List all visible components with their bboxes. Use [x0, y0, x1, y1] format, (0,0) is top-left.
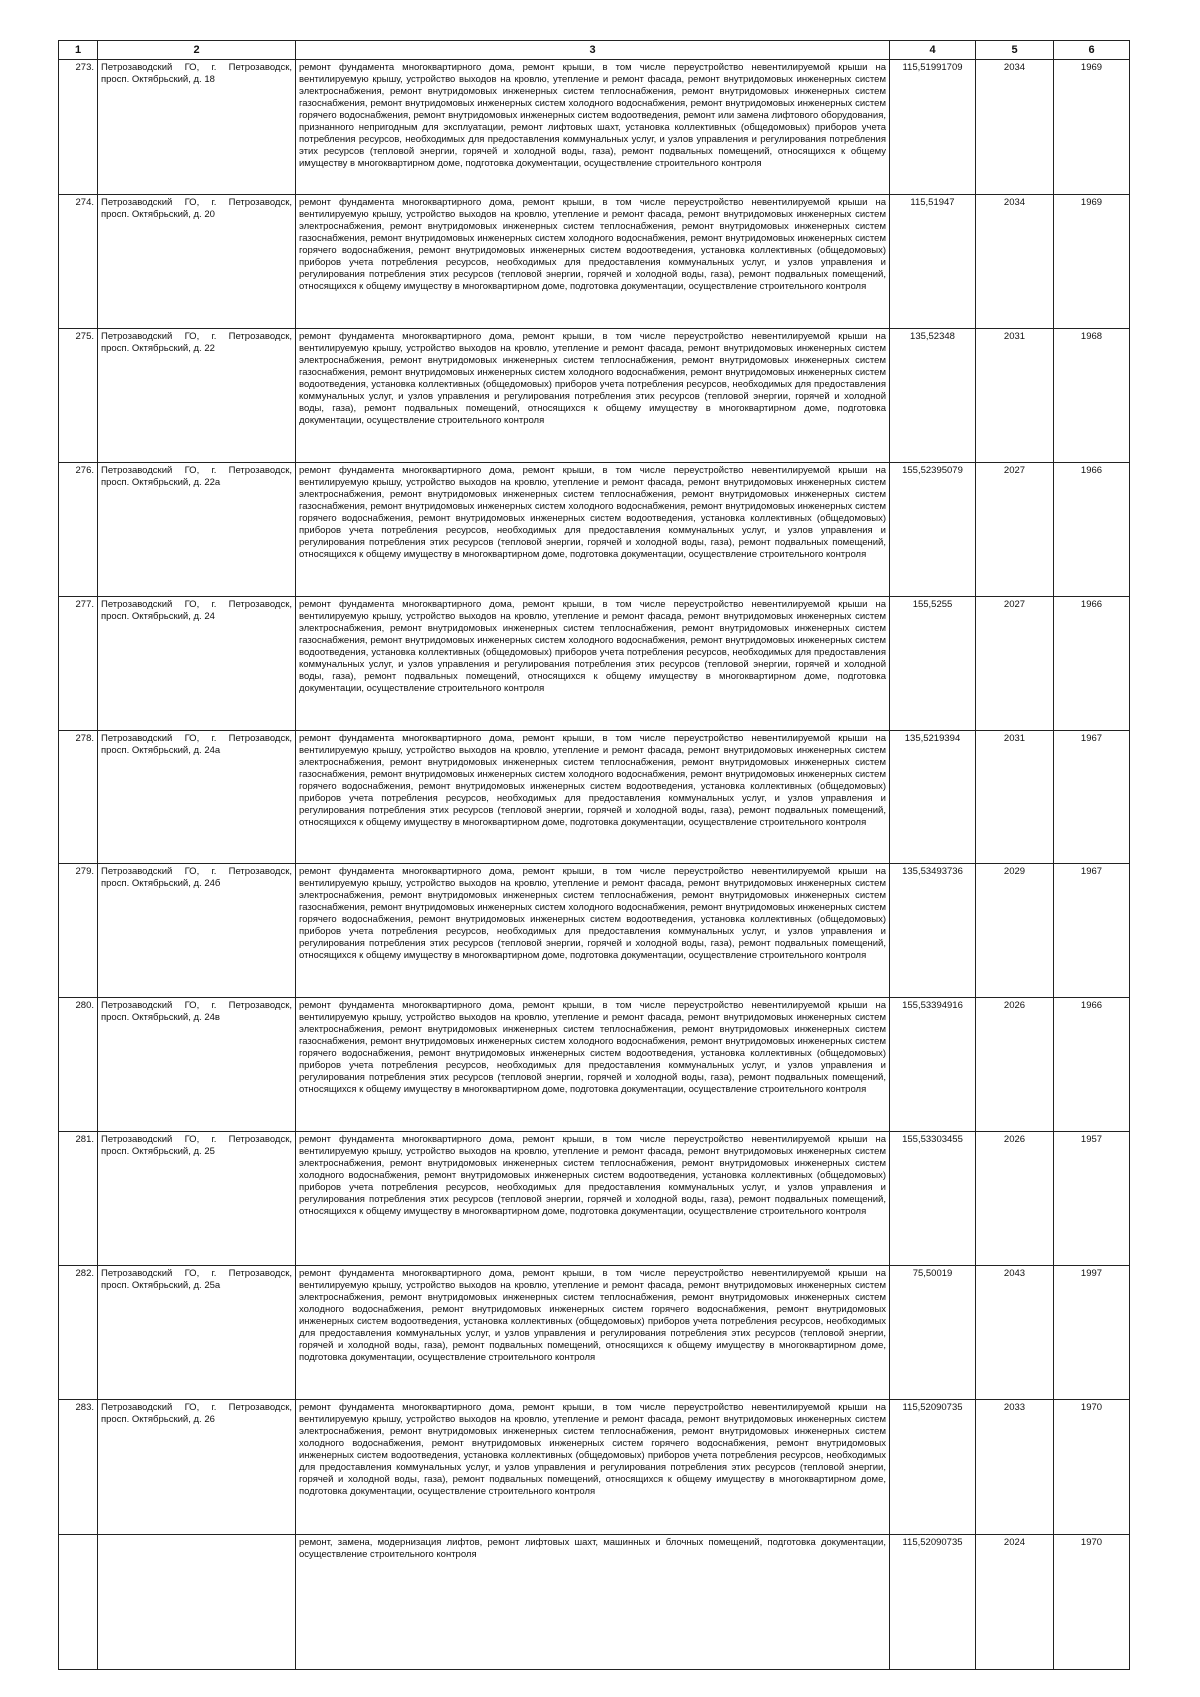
house-address: Петрозаводский ГО, г. Петрозаводск, просп. Октябрьский, д. 22	[98, 328, 296, 462]
column-header-6: 6	[1054, 41, 1130, 60]
row-number: 281.	[59, 1132, 98, 1266]
works-description: ремонт фундамента многоквартирного дома, ремонт крыши, в том числе переустройство невентилируемой крыши на вентилируемую крышу, устройство выходов на кровлю, утепление и ремонт фасада, ремонт внутридомовых инженерных систем электроснабжения, ремонт внутридомовых инженерных систем теплоснабжения, ремонт внутридомовых инженерных систем газоснабжения, ремонт внутридомовых инженерных систем холодного водоснабжения, ремонт внутридомовых инженерных систем горячего водоснабжения, ремонт внутридомовых инженерных систем водоотведения, установка коллективных (общедомовых) приборов учета потребления ресурсов, необходимых для предоставления коммунальных услуг, и узлов управления и регулирования потребления этих ресурсов (тепловой энергии, горячей и холодной воды, газа), ремонт подвальных помещений, относящихся к общему имуществу в многоквартирном доме, подготовка документации, осуществление строительного контроля	[296, 998, 890, 1132]
document-page	[58, 40, 1129, 1670]
planned-year: 2034	[976, 194, 1054, 328]
works-description: ремонт фундамента многоквартирного дома, ремонт крыши, в том числе переустройство невентилируемой крыши на вентилируемую крышу, устройство выходов на кровлю, утепление и ремонт фасада, ремонт внутридомовых инженерных систем электроснабжения, ремонт внутридомовых инженерных систем теплоснабжения, ремонт внутридомовых инженерных систем газоснабжения, ремонт внутридомовых инженерных систем холодного водоснабжения, ремонт внутридомовых инженерных систем горячего водоснабжения, ремонт внутридомовых инженерных систем водоотведения, установка коллективных (общедомовых) приборов учета потребления ресурсов, необходимых для предоставления коммунальных услуг, и узлов управления и регулирования потребления этих ресурсов (тепловой энергии, горячей и холодной воды, газа), ремонт подвальных помещений, относящихся к общему имуществу в многоквартирном доме, подготовка документации, осуществление строительного контроля	[296, 864, 890, 998]
house-address	[98, 1534, 296, 1669]
table-row	[59, 998, 1130, 1132]
table-row	[59, 462, 1130, 596]
cost-value: 155,53394916	[890, 998, 976, 1132]
row-number: 280.	[59, 998, 98, 1132]
cost-value: 135,53493736	[890, 864, 976, 998]
build-year: 1997	[1054, 1266, 1130, 1400]
cost-value: 135,52348	[890, 328, 976, 462]
house-address: Петрозаводский ГО, г. Петрозаводск, просп. Октябрьский, д. 24б	[98, 864, 296, 998]
house-address: Петрозаводский ГО, г. Петрозаводск, просп. Октябрьский, д. 22а	[98, 462, 296, 596]
works-description: ремонт фундамента многоквартирного дома, ремонт крыши, в том числе переустройство невентилируемой крыши на вентилируемую крышу, устройство выходов на кровлю, утепление и ремонт фасада, ремонт внутридомовых инженерных систем электроснабжения, ремонт внутридомовых инженерных систем теплоснабжения, ремонт внутридомовых инженерных систем газоснабжения, ремонт внутридомовых инженерных систем холодного водоснабжения, ремонт внутридомовых инженерных систем водоотведения, установка коллективных (общедомовых) приборов учета потребления ресурсов, необходимых для предоставления коммунальных услуг, и узлов управления и регулирования потребления этих ресурсов (тепловой энергии, горячей и холодной воды, газа), ремонт подвальных помещений, относящихся к общему имуществу в многоквартирном доме, подготовка документации, осуществление строительного контроля	[296, 596, 890, 730]
house-address: Петрозаводский ГО, г. Петрозаводск, просп. Октябрьский, д. 20	[98, 194, 296, 328]
cost-value: 135,5219394	[890, 730, 976, 864]
works-description: ремонт фундамента многоквартирного дома, ремонт крыши, в том числе переустройство невентилируемой крыши на вентилируемую крышу, устройство выходов на кровлю, утепление и ремонт фасада, ремонт внутридомовых инженерных систем электроснабжения, ремонт внутридомовых инженерных систем теплоснабжения, ремонт внутридомовых инженерных систем холодного водоснабжения, ремонт внутридомовых инженерных систем горячего водоснабжения, ремонт внутридомовых инженерных систем водоотведения, установка коллективных (общедомовых) приборов учета потребления ресурсов, необходимых для предоставления коммунальных услуг, и узлов управления и регулирования потребления этих ресурсов (тепловой энергии, горячей и холодной воды, газа), ремонт подвальных помещений, относящихся к общему имуществу в многоквартирном доме, подготовка документации, осуществление строительного контроля	[296, 1266, 890, 1400]
planned-year: 2031	[976, 730, 1054, 864]
row-number: 278.	[59, 730, 98, 864]
build-year: 1969	[1054, 194, 1130, 328]
table-row	[59, 730, 1130, 864]
cost-value: 115,51947	[890, 194, 976, 328]
works-description: ремонт фундамента многоквартирного дома, ремонт крыши, в том числе переустройство невентилируемой крыши на вентилируемую крышу, устройство выходов на кровлю, утепление и ремонт фасада, ремонт внутридомовых инженерных систем электроснабжения, ремонт внутридомовых инженерных систем теплоснабжения, ремонт внутридомовых инженерных систем газоснабжения, ремонт внутридомовых инженерных систем холодного водоснабжения, ремонт внутридомовых инженерных систем горячего водоснабжения, ремонт внутридомовых инженерных систем водоотведения, установка коллективных (общедомовых) приборов учета потребления ресурсов, необходимых для предоставления коммунальных услуг, и узлов управления и регулирования потребления этих ресурсов (тепловой энергии, горячей и холодной воды, газа), ремонт подвальных помещений, относящихся к общему имуществу в многоквартирном доме, подготовка документации, осуществление строительного контроля	[296, 462, 890, 596]
table-header-row	[59, 41, 1130, 60]
works-description: ремонт фундамента многоквартирного дома, ремонт крыши, в том числе переустройство невентилируемой крыши на вентилируемую крышу, устройство выходов на кровлю, утепление и ремонт фасада, ремонт внутридомовых инженерных систем электроснабжения, ремонт внутридомовых инженерных систем теплоснабжения, ремонт внутридомовых инженерных систем газоснабжения, ремонт внутридомовых инженерных систем холодного водоснабжения, ремонт внутридомовых инженерных систем горячего водоснабжения, ремонт внутридомовых инженерных систем водоотведения, ремонт или замена лифтового оборудования, признанного непригодным для эксплуатации, ремонт лифтовых шахт, установка коллективных (общедомовых) приборов учета потребления ресурсов, необходимых для предоставления коммунальных услуг, и узлов управления и регулирования потребления этих ресурсов (тепловой энергии, горячей и холодной воды, газа), ремонт подвальных помещений, относящихся к общему имуществу в многоквартирном доме, подготовка документации, осуществление строительного контроля	[296, 60, 890, 195]
planned-year: 2027	[976, 462, 1054, 596]
cost-value: 155,53303455	[890, 1132, 976, 1266]
cost-value: 155,5255	[890, 596, 976, 730]
column-header-2: 2	[98, 41, 296, 60]
column-header-4: 4	[890, 41, 976, 60]
row-number: 275.	[59, 328, 98, 462]
house-address: Петрозаводский ГО, г. Петрозаводск, просп. Октябрьский, д. 25	[98, 1132, 296, 1266]
build-year: 1970	[1054, 1400, 1130, 1535]
table-row	[59, 1534, 1130, 1669]
cost-value: 75,50019	[890, 1266, 976, 1400]
row-number: 283.	[59, 1400, 98, 1535]
capital-repair-table	[58, 40, 1130, 1670]
row-number: 274.	[59, 194, 98, 328]
row-number: 277.	[59, 596, 98, 730]
row-number: 279.	[59, 864, 98, 998]
planned-year: 2027	[976, 596, 1054, 730]
house-address: Петрозаводский ГО, г. Петрозаводск, просп. Октябрьский, д. 26	[98, 1400, 296, 1535]
column-header-3: 3	[296, 41, 890, 60]
planned-year: 2029	[976, 864, 1054, 998]
table-row	[59, 1132, 1130, 1266]
house-address: Петрозаводский ГО, г. Петрозаводск, просп. Октябрьский, д. 24а	[98, 730, 296, 864]
planned-year: 2043	[976, 1266, 1054, 1400]
planned-year: 2026	[976, 998, 1054, 1132]
row-number: 276.	[59, 462, 98, 596]
row-number: 282.	[59, 1266, 98, 1400]
table-row	[59, 60, 1130, 195]
works-description: ремонт, замена, модернизация лифтов, ремонт лифтовых шахт, машинных и блочных помещений, подготовка документации, осуществление строительного контроля	[296, 1534, 890, 1669]
table-row	[59, 194, 1130, 328]
build-year: 1969	[1054, 60, 1130, 195]
build-year: 1966	[1054, 596, 1130, 730]
house-address: Петрозаводский ГО, г. Петрозаводск, просп. Октябрьский, д. 24	[98, 596, 296, 730]
works-description: ремонт фундамента многоквартирного дома, ремонт крыши, в том числе переустройство невентилируемой крыши на вентилируемую крышу, устройство выходов на кровлю, утепление и ремонт фасада, ремонт внутридомовых инженерных систем электроснабжения, ремонт внутридомовых инженерных систем теплоснабжения, ремонт внутридомовых инженерных систем холодного водоснабжения, ремонт внутридомовых инженерных систем горячего водоснабжения, ремонт внутридомовых инженерных систем водоотведения, установка коллективных (общедомовых) приборов учета потребления ресурсов, необходимых для предоставления коммунальных услуг, и узлов управления и регулирования потребления этих ресурсов (тепловой энергии, горячей и холодной воды, газа), ремонт подвальных помещений, относящихся к общему имуществу в многоквартирном доме, подготовка документации, осуществление строительного контроля	[296, 1400, 890, 1535]
column-header-1: 1	[59, 41, 98, 60]
cost-value: 115,52090735	[890, 1534, 976, 1669]
house-address: Петрозаводский ГО, г. Петрозаводск, просп. Октябрьский, д. 25а	[98, 1266, 296, 1400]
cost-value: 155,52395079	[890, 462, 976, 596]
row-number	[59, 1534, 98, 1669]
table-row	[59, 864, 1130, 998]
house-address: Петрозаводский ГО, г. Петрозаводск, просп. Октябрьский, д. 18	[98, 60, 296, 195]
table-row	[59, 1400, 1130, 1535]
column-header-5: 5	[976, 41, 1054, 60]
cost-value: 115,52090735	[890, 1400, 976, 1535]
build-year: 1970	[1054, 1534, 1130, 1669]
table-row	[59, 1266, 1130, 1400]
works-description: ремонт фундамента многоквартирного дома, ремонт крыши, в том числе переустройство невентилируемой крыши на вентилируемую крышу, устройство выходов на кровлю, утепление и ремонт фасада, ремонт внутридомовых инженерных систем электроснабжения, ремонт внутридомовых инженерных систем теплоснабжения, ремонт внутридомовых инженерных систем холодного водоснабжения, ремонт внутридомовых инженерных систем водоотведения, установка коллективных (общедомовых) приборов учета потребления ресурсов, необходимых для предоставления коммунальных услуг, и узлов управления и регулирования потребления этих ресурсов (тепловой энергии, горячей и холодной воды, газа), ремонт подвальных помещений, относящихся к общему имуществу в многоквартирном доме, подготовка документации, осуществление строительного контроля	[296, 1132, 890, 1266]
house-address: Петрозаводский ГО, г. Петрозаводск, просп. Октябрьский, д. 24в	[98, 998, 296, 1132]
build-year: 1966	[1054, 998, 1130, 1132]
build-year: 1957	[1054, 1132, 1130, 1266]
build-year: 1966	[1054, 462, 1130, 596]
table-row	[59, 328, 1130, 462]
works-description: ремонт фундамента многоквартирного дома, ремонт крыши, в том числе переустройство невентилируемой крыши на вентилируемую крышу, устройство выходов на кровлю, утепление и ремонт фасада, ремонт внутридомовых инженерных систем электроснабжения, ремонт внутридомовых инженерных систем теплоснабжения, ремонт внутридомовых инженерных систем газоснабжения, ремонт внутридомовых инженерных систем холодного водоснабжения, ремонт внутридомовых инженерных систем водоотведения, установка коллективных (общедомовых) приборов учета потребления ресурсов, необходимых для предоставления коммунальных услуг, и узлов управления и регулирования потребления этих ресурсов (тепловой энергии, горячей и холодной воды, газа), ремонт подвальных помещений, относящихся к общему имуществу в многоквартирном доме, подготовка документации, осуществление строительного контроля	[296, 328, 890, 462]
table-row	[59, 596, 1130, 730]
row-number: 273.	[59, 60, 98, 195]
cost-value: 115,51991709	[890, 60, 976, 195]
planned-year: 2031	[976, 328, 1054, 462]
build-year: 1967	[1054, 864, 1130, 998]
planned-year: 2033	[976, 1400, 1054, 1535]
planned-year: 2026	[976, 1132, 1054, 1266]
build-year: 1967	[1054, 730, 1130, 864]
works-description: ремонт фундамента многоквартирного дома, ремонт крыши, в том числе переустройство невентилируемой крыши на вентилируемую крышу, устройство выходов на кровлю, утепление и ремонт фасада, ремонт внутридомовых инженерных систем электроснабжения, ремонт внутридомовых инженерных систем теплоснабжения, ремонт внутридомовых инженерных систем газоснабжения, ремонт внутридомовых инженерных систем холодного водоснабжения, ремонт внутридомовых инженерных систем горячего водоснабжения, ремонт внутридомовых инженерных систем водоотведения, установка коллективных (общедомовых) приборов учета потребления ресурсов, необходимых для предоставления коммунальных услуг, и узлов управления и регулирования потребления этих ресурсов (тепловой энергии, горячей и холодной воды, газа), ремонт подвальных помещений, относящихся к общему имуществу в многоквартирном доме, подготовка документации, осуществление строительного контроля	[296, 194, 890, 328]
planned-year: 2034	[976, 60, 1054, 195]
build-year: 1968	[1054, 328, 1130, 462]
planned-year: 2024	[976, 1534, 1054, 1669]
works-description: ремонт фундамента многоквартирного дома, ремонт крыши, в том числе переустройство невентилируемой крыши на вентилируемую крышу, устройство выходов на кровлю, утепление и ремонт фасада, ремонт внутридомовых инженерных систем электроснабжения, ремонт внутридомовых инженерных систем теплоснабжения, ремонт внутридомовых инженерных систем газоснабжения, ремонт внутридомовых инженерных систем холодного водоснабжения, ремонт внутридомовых инженерных систем горячего водоснабжения, ремонт внутридомовых инженерных систем водоотведения, установка коллективных (общедомовых) приборов учета потребления ресурсов, необходимых для предоставления коммунальных услуг, и узлов управления и регулирования потребления этих ресурсов (тепловой энергии, горячей и холодной воды, газа), ремонт подвальных помещений, относящихся к общему имуществу в многоквартирном доме, подготовка документации, осуществление строительного контроля	[296, 730, 890, 864]
